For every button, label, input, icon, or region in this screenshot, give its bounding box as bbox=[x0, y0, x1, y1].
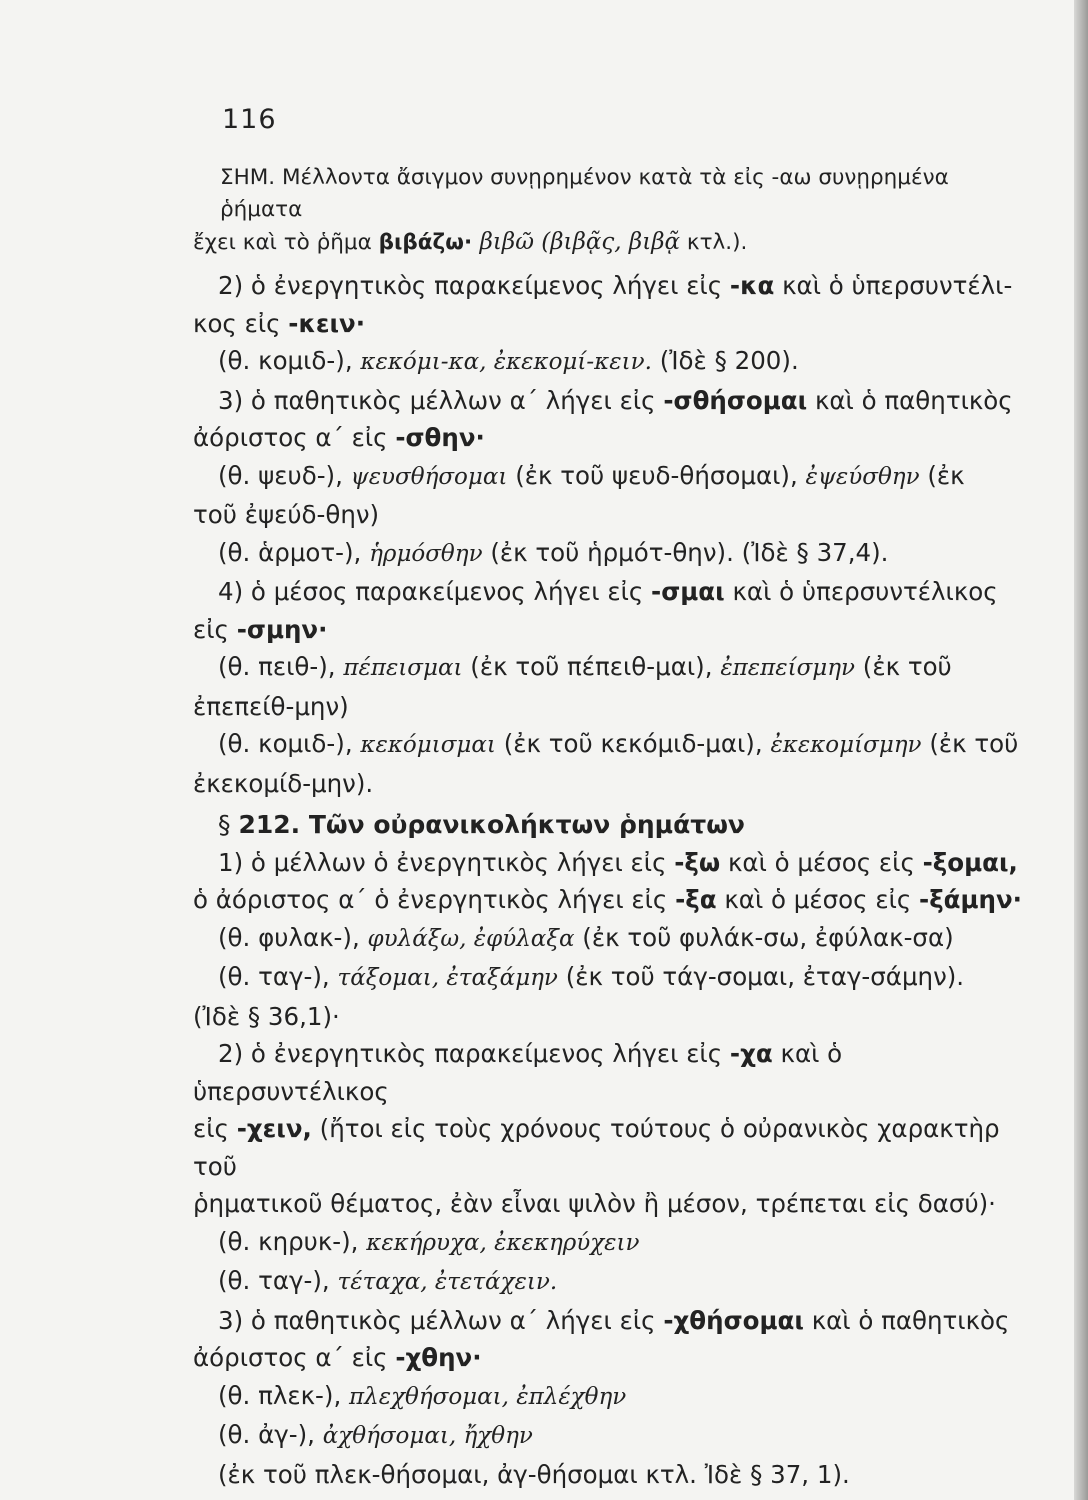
text-line bbox=[193, 267, 1023, 305]
italic-form: ψευσθήσομαι bbox=[350, 463, 508, 490]
line-text: 2) ὁ ἐνεργητικὸς παρακείμενος λήγει εἰς bbox=[218, 1039, 730, 1068]
text-line bbox=[193, 844, 1023, 882]
text-line bbox=[193, 919, 1023, 959]
bold-ending: -σμαι bbox=[651, 577, 725, 606]
text-line bbox=[193, 1302, 1023, 1340]
line-text: (θ. κηρυκ-), bbox=[218, 1226, 367, 1256]
line-text: (ἐκ τοῦ τάγ-σομαι, ἐταγ-σάμην). bbox=[557, 962, 965, 991]
line-text: 1) ὁ μέλλων ὁ ἐνεργητικὸς λήγει εἰς bbox=[218, 847, 675, 877]
bold-ending: -χα bbox=[729, 1039, 773, 1068]
line-text: 3) ὁ παθητικὸς μέλλων α΄ λήγει εἰς bbox=[218, 385, 664, 415]
line-text: κος εἰς bbox=[193, 308, 289, 338]
line-text: (θ. ἀγ-), bbox=[218, 1420, 323, 1449]
bold-ending: -χθήσομαι bbox=[663, 1305, 804, 1335]
line-text: (ἐκ τοῦ bbox=[855, 652, 952, 681]
note-line bbox=[193, 226, 1023, 259]
line-text: (Ἰδὲ § 200). bbox=[651, 346, 799, 375]
bold-ending: -ξομαι, bbox=[922, 847, 1018, 877]
italic-form: κεκόμι-κα, ἐκεκομί-κειν. bbox=[360, 349, 652, 375]
italic-form: πλεχθήσομαι, ἐπλέχθην bbox=[349, 1383, 627, 1410]
line-text: 3) ὁ παθητικὸς μέλλων α΄ λήγει εἰς bbox=[218, 1305, 664, 1335]
italic-form: ἐψεύσθην bbox=[805, 463, 920, 490]
line-text: (ἐκ τοῦ ἡρμότ-θην). (Ἰδὲ § 37,4). bbox=[482, 537, 889, 567]
italic-form: κεκόμισμαι bbox=[360, 732, 496, 758]
text-line bbox=[193, 998, 1023, 1036]
text-line bbox=[193, 496, 1023, 534]
line-text: ῥηματικοῦ θέματος, ἐὰν εἶναι ψιλὸν ἢ μέσον, τρέπεται εἰς δασύ)· bbox=[193, 1189, 996, 1218]
note-block bbox=[193, 162, 1023, 259]
text-line bbox=[193, 765, 1023, 803]
note-bold-word: βιβάζω· bbox=[378, 230, 480, 255]
line-text: (θ. κομιδ-), bbox=[218, 729, 361, 758]
bold-ending: -κειν· bbox=[288, 308, 366, 338]
line-text: ἐκεκομίδ-μην). bbox=[193, 768, 374, 798]
text-line bbox=[193, 611, 1023, 649]
line-text: (ἐκ τοῦ φυλάκ-σω, ἐφύλακ-σα) bbox=[574, 922, 954, 952]
line-text: (θ. κομιδ-), bbox=[218, 346, 361, 375]
line-text: 2) ὁ ἐνεργητικὸς παρακείμενος λήγει εἰς bbox=[218, 271, 730, 300]
line-text: (Ἰδὲ § 36,1)· bbox=[193, 1001, 340, 1031]
text-line bbox=[193, 342, 1023, 382]
text-line bbox=[193, 1110, 1023, 1185]
text-line bbox=[193, 958, 1023, 998]
note-line bbox=[220, 162, 1023, 226]
line-text: (ἐκ τοῦ πέπειθ-μαι), bbox=[462, 652, 721, 681]
line-text: (θ. ταγ-), bbox=[218, 1266, 338, 1295]
line-text: καὶ ὁ μέσος εἰς bbox=[716, 885, 920, 914]
italic-form: κεκήρυχα, ἐκεκηρύχειν bbox=[366, 1229, 640, 1256]
bold-ending: 212. Τῶν οὐρανικολήκτων ῥημάτων bbox=[238, 810, 745, 839]
italic-form: ἐπεπείσμην bbox=[720, 655, 855, 681]
line-text: (ἐκ τοῦ πλεκ-θήσομαι, ἀγ-θήσομαι κτλ. Ἰδὲ § 37, 1). bbox=[218, 1459, 850, 1489]
line-text: τοῦ ἐψεύδ-θην) bbox=[193, 500, 380, 529]
line-text: ἐπεπείθ-μην) bbox=[193, 691, 349, 721]
text-line bbox=[193, 382, 1023, 420]
italic-form: φυλάξω, ἐφύλαξα bbox=[367, 925, 575, 952]
note-text: ἔχει καὶ τὸ ῥῆμα bbox=[193, 230, 379, 255]
text-line bbox=[193, 1456, 1023, 1494]
italic-form: τέταχα, ἐτετάχειν. bbox=[337, 1269, 558, 1295]
line-text: εἰς bbox=[193, 614, 237, 644]
line-text: εἰς bbox=[193, 1114, 237, 1143]
line-text: (θ. πλεκ-), bbox=[218, 1380, 350, 1410]
line-text: 4) ὁ μέσος παρακείμενος λήγει εἰς bbox=[218, 577, 652, 606]
text-line bbox=[193, 419, 1023, 457]
line-text: (ἐκ bbox=[919, 460, 965, 490]
italic-form: τάξομαι, ἐταξάμην bbox=[337, 965, 558, 991]
text-line bbox=[193, 573, 1023, 611]
text-line bbox=[193, 725, 1023, 765]
line-text: (θ. ἁρμοτ-), bbox=[218, 537, 370, 567]
text-line bbox=[193, 1223, 1023, 1263]
note-italic-forms: βιβῶ (βιβᾷς, βιβᾷ bbox=[479, 229, 681, 255]
line-text: καὶ ὁ ὑπερσυντέλικος bbox=[193, 1039, 843, 1106]
text-line bbox=[193, 1185, 1023, 1223]
text-line bbox=[193, 457, 1023, 497]
text-line bbox=[193, 1416, 1023, 1456]
section-heading bbox=[193, 806, 1023, 844]
line-text: καὶ ὁ ὑπερσυντέλικος bbox=[724, 577, 998, 606]
text-line bbox=[193, 1035, 1023, 1110]
bold-ending: -χθην· bbox=[395, 1343, 482, 1372]
bold-ending: -ξάμην· bbox=[919, 885, 1022, 914]
line-text: καὶ ὁ παθητικὸς bbox=[807, 385, 1013, 415]
text-lines bbox=[193, 267, 1023, 1493]
line-text: § bbox=[218, 810, 239, 839]
text-line bbox=[193, 1339, 1023, 1377]
text-line bbox=[193, 305, 1023, 343]
line-text: (ἤτοι εἰς τοὺς χρόνους τούτους ὁ οὐρανικὸς χαρακτὴρ τοῦ bbox=[193, 1114, 1000, 1181]
line-text: (ἐκ τοῦ bbox=[921, 729, 1019, 758]
italic-form: πέπεισμαι bbox=[343, 655, 463, 681]
bold-ending: -σθην· bbox=[395, 423, 485, 452]
page-number: 116 bbox=[222, 104, 277, 135]
note-text: κτλ.). bbox=[680, 230, 748, 255]
note-text: ΣΗΜ. Μέλλοντα ἄσιγμον συνῃρημένον κατὰ τὰ εἰς -αω συνῃρημένα ῥήματα bbox=[220, 165, 949, 222]
bold-ending: -ξω bbox=[674, 847, 721, 877]
italic-form: ἐκεκομίσμην bbox=[770, 732, 922, 758]
text-line bbox=[193, 1262, 1023, 1302]
line-text: (θ. ψευδ-), bbox=[218, 460, 351, 490]
line-text: (θ. φυλακ-), bbox=[218, 922, 368, 952]
line-text: ὁ ἀόριστος α΄ ὁ ἐνεργητικὸς λήγει εἰς bbox=[193, 885, 676, 914]
bold-ending: -χειν, bbox=[236, 1114, 312, 1143]
line-text: καὶ ὁ παθητικὸς bbox=[803, 1305, 1010, 1335]
bold-ending: -σθήσομαι bbox=[663, 385, 808, 415]
line-text: (ἐκ τοῦ ψευδ-θήσομαι), bbox=[507, 460, 806, 490]
text-line bbox=[193, 688, 1023, 726]
bold-ending: -κα bbox=[729, 271, 775, 300]
bold-ending: -σμην· bbox=[236, 614, 328, 644]
line-text: (θ. πειθ-), bbox=[218, 652, 344, 681]
text-line bbox=[193, 881, 1023, 919]
bold-ending: -ξα bbox=[675, 885, 717, 914]
italic-form: ἡρμόσθην bbox=[369, 540, 483, 567]
italic-form: ἀχθήσομαι, ἤχθην bbox=[322, 1423, 533, 1449]
page-edge bbox=[1074, 0, 1088, 1500]
line-text: ἀόριστος α΄ εἰς bbox=[193, 423, 396, 452]
line-text: καὶ ὁ ὑπερσυντέλι- bbox=[774, 271, 1013, 300]
text-line bbox=[193, 534, 1023, 574]
line-text: (ἐκ τοῦ κεκόμιδ-μαι), bbox=[495, 729, 771, 758]
line-text: (θ. ταγ-), bbox=[218, 962, 338, 991]
text-line bbox=[193, 1377, 1023, 1417]
page-body bbox=[193, 162, 1023, 1493]
line-text: ἀόριστος α΄ εἰς bbox=[193, 1343, 396, 1372]
text-line bbox=[193, 648, 1023, 688]
line-text: καὶ ὁ μέσος εἰς bbox=[720, 847, 923, 877]
